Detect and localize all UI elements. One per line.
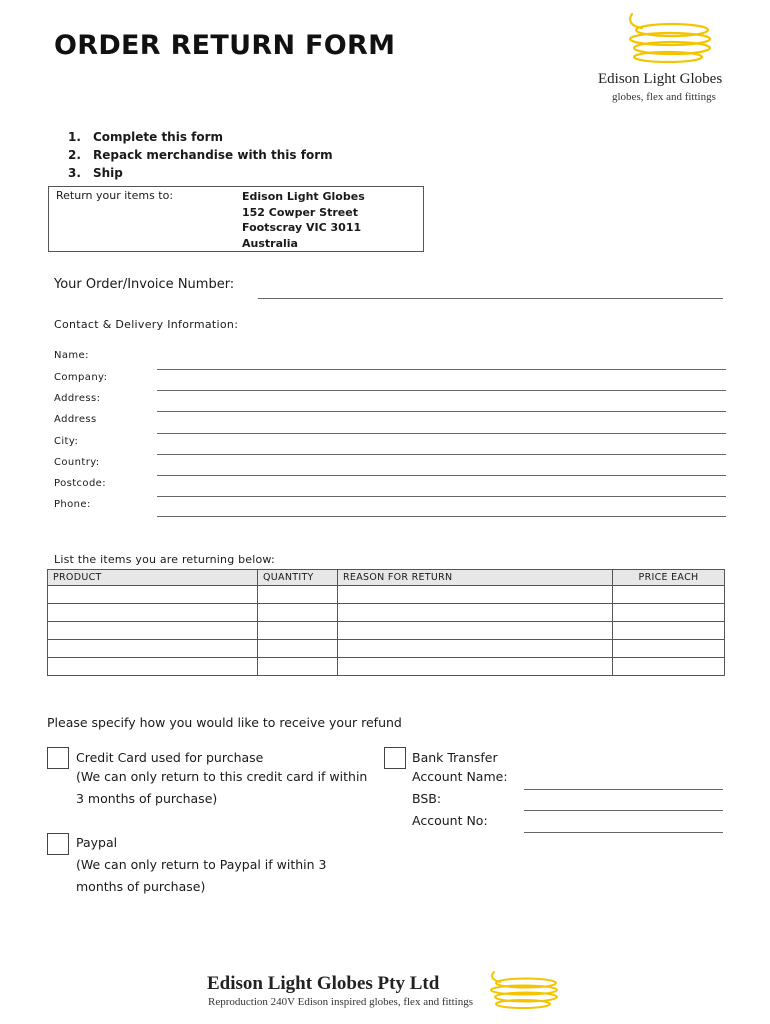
table-cell[interactable]	[48, 640, 258, 658]
footer-company: Edison Light Globes Pty Ltd	[207, 973, 440, 994]
city-input[interactable]	[157, 454, 726, 455]
refund-question: Please specify how you would like to receive your refund	[47, 715, 402, 730]
table-cell[interactable]	[338, 604, 613, 622]
table-row	[48, 604, 725, 622]
account-name-input[interactable]	[524, 789, 723, 790]
table-cell[interactable]	[613, 622, 725, 640]
field-label-company: Company:	[54, 372, 108, 383]
table-row	[48, 658, 725, 676]
paypal-option: Paypal (We can only return to Paypal if within 3 months of purchase)	[76, 835, 327, 894]
field-label-address: Address:	[54, 393, 101, 404]
order-number-label: Your Order/Invoice Number:	[54, 277, 235, 292]
address-input[interactable]	[157, 411, 726, 412]
step-item: 3. Ship	[68, 166, 123, 180]
col-product: PRODUCT	[48, 570, 258, 586]
logo-tagline: globes, flex and fittings	[612, 91, 716, 103]
address2-input[interactable]	[157, 433, 726, 434]
table-cell[interactable]	[613, 586, 725, 604]
table-cell[interactable]	[338, 640, 613, 658]
field-label-address2: Address	[54, 414, 97, 425]
items-heading: List the items you are returning below:	[54, 553, 275, 566]
credit-card-option: Credit Card used for purchase (We can only return to this credit card if within 3 months of purchase)	[76, 750, 368, 806]
return-label: Return your items to:	[56, 189, 174, 202]
table-cell[interactable]	[613, 604, 725, 622]
table-cell[interactable]	[48, 622, 258, 640]
field-label-country: Country:	[54, 457, 100, 468]
table-cell[interactable]	[338, 586, 613, 604]
col-price: PRICE EACH	[613, 570, 725, 586]
field-label-postcode: Postcode:	[54, 478, 107, 489]
table-cell[interactable]	[338, 622, 613, 640]
table-row	[48, 640, 725, 658]
bsb-input[interactable]	[524, 810, 723, 811]
col-quantity: QUANTITY	[258, 570, 338, 586]
order-number-input[interactable]	[258, 298, 723, 299]
table-cell[interactable]	[258, 586, 338, 604]
table-cell[interactable]	[48, 586, 258, 604]
phone-input[interactable]	[157, 516, 726, 517]
table-header-row	[48, 570, 725, 586]
contact-heading: Contact & Delivery Information:	[54, 318, 239, 331]
table-cell[interactable]	[48, 604, 258, 622]
footer-logo-swirl-icon	[486, 970, 566, 1012]
table-row	[48, 622, 725, 640]
table-cell[interactable]	[613, 658, 725, 676]
footer-tagline: Reproduction 240V Edison inspired globes, flex and fittings	[208, 996, 473, 1008]
bank-transfer-checkbox[interactable]	[384, 747, 406, 769]
items-table	[47, 569, 725, 676]
postcode-input[interactable]	[157, 496, 726, 497]
logo-name: Edison Light Globes	[598, 71, 723, 87]
steps-list	[68, 128, 333, 182]
table-cell[interactable]	[258, 640, 338, 658]
credit-card-checkbox[interactable]	[47, 747, 69, 769]
step-item: 2. Repack merchandise with this form	[68, 148, 333, 162]
table-cell[interactable]	[258, 604, 338, 622]
table-cell[interactable]	[258, 658, 338, 676]
return-address: Edison Light Globes 152 Cowper Street Footscray VIC 3011 Australia	[242, 190, 365, 250]
paypal-checkbox[interactable]	[47, 833, 69, 855]
col-reason: REASON FOR RETURN	[338, 570, 613, 586]
table-cell[interactable]	[613, 640, 725, 658]
table-row	[48, 586, 725, 604]
bank-transfer-option: Bank Transfer Account Name: BSB: Account No:	[412, 750, 508, 828]
table-cell[interactable]	[48, 658, 258, 676]
table-cell[interactable]	[258, 622, 338, 640]
account-no-input[interactable]	[524, 832, 723, 833]
logo-swirl-icon	[620, 10, 720, 68]
page-title: ORDER RETURN FORM	[54, 30, 396, 61]
country-input[interactable]	[157, 475, 726, 476]
field-label-name: Name:	[54, 350, 89, 361]
name-input[interactable]	[157, 369, 726, 370]
table-cell[interactable]	[338, 658, 613, 676]
field-label-city: City:	[54, 436, 79, 447]
company-input[interactable]	[157, 390, 726, 391]
field-label-phone: Phone:	[54, 499, 91, 510]
step-item: 1. Complete this form	[68, 130, 224, 144]
